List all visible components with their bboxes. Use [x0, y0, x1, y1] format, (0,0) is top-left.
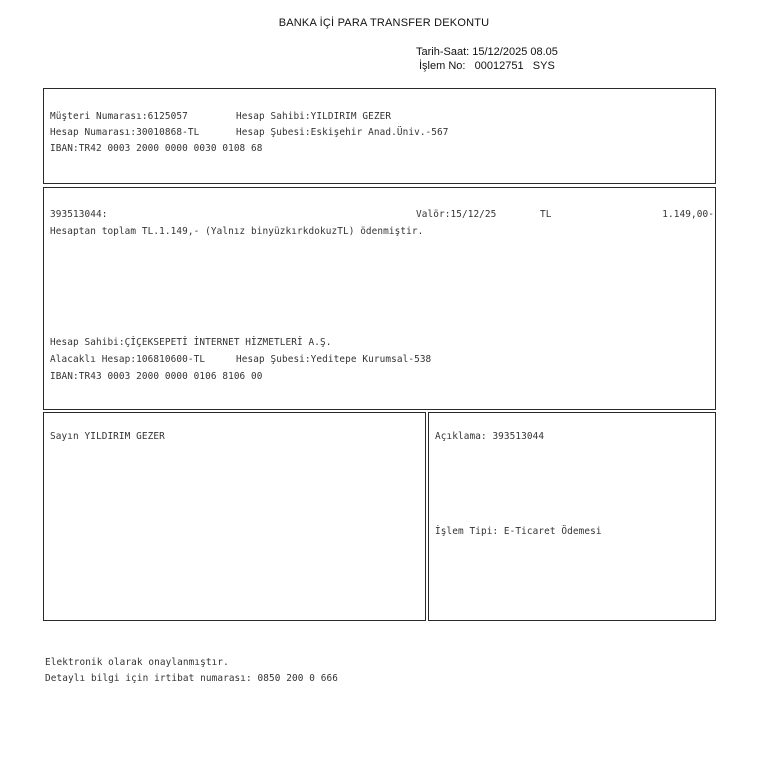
transfer-amount: 1.149,00- [662, 209, 714, 220]
greeting-box [43, 412, 426, 621]
greeting-text: Sayın YILDIRIM GEZER [50, 431, 165, 442]
recipient-holder: Hesap Sahibi:ÇİÇEKSEPETİ İNTERNET HİZMETLERİ A.Ş. [50, 337, 332, 348]
account-number: Hesap Numarası:30010868-TL [50, 127, 200, 138]
customer-number: Müşteri Numarası:6125057 [50, 111, 188, 122]
transaction-number-value: 00012751 [474, 60, 524, 72]
customer-iban: IBAN:TR42 0003 2000 0000 0030 0108 68 [50, 143, 263, 154]
transaction-source: SYS [532, 60, 555, 72]
transfer-details-box [43, 187, 716, 410]
document-title: BANKA İÇİ PARA TRANSFER DEKONTU [278, 17, 490, 29]
customer-info-box [43, 88, 716, 184]
recipient-iban: IBAN:TR43 0003 2000 0000 0106 8106 00 [50, 371, 263, 382]
transaction-number-row [419, 60, 555, 72]
approval-note: Elektronik olarak onaylanmıştır. [45, 657, 229, 668]
contact-note: Detaylı bilgi için irtibat numarası: 0850 200 0 666 [45, 673, 338, 684]
datetime-value: 15/12/2025 08.05 [472, 46, 558, 58]
currency: TL [540, 209, 552, 220]
recipient-account: Alacaklı Hesap:106810600-TL [50, 354, 206, 365]
transaction-type: İşlem Tipi: E-Ticaret Ödemesi [435, 526, 602, 537]
datetime-row [416, 46, 558, 58]
account-holder: Hesap Sahibi:YILDIRIM GEZER [236, 111, 392, 122]
transaction-number-label: İşlem No: [419, 60, 466, 72]
transfer-reference: 393513044: [50, 209, 108, 220]
recipient-branch: Hesap Şubesi:Yeditepe Kurumsal-538 [236, 354, 432, 365]
transfer-summary: Hesaptan toplam TL.1.149,- (Yalnız binyüzkırkdokuzTL) ödenmiştir. [50, 226, 424, 237]
transaction-description-box [428, 412, 716, 621]
valor-date: Valör:15/12/25 [416, 209, 497, 220]
description-text: Açıklama: 393513044 [435, 431, 545, 442]
account-branch: Hesap Şubesi:Eskişehir Anad.Üniv.-567 [236, 127, 449, 138]
datetime-label: Tarih-Saat: [416, 46, 470, 58]
